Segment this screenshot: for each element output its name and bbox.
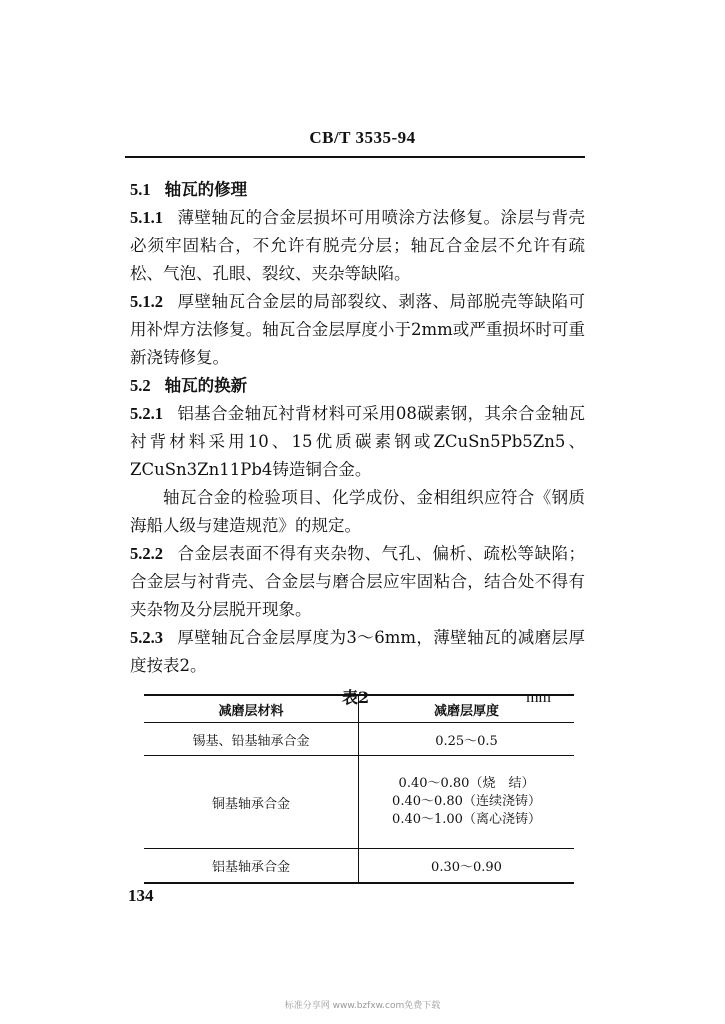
clause-text: 薄壁轴瓦的合金层损坏可用喷涂方法修复。涂层与背壳必须牢固粘合，不允许有脱壳分层；轴瓦合金层不允许有疏松、气泡、孔眼、裂纹、夹杂等缺陷。 (130, 208, 585, 283)
paragraph-text: 轴瓦合金的检验项目、化学成份、金相组织应符合《钢质海船人级与建造规范》的规定。 (130, 488, 585, 535)
clause-text: 厚壁轴瓦合金层的局部裂纹、剥落、局部脱壳等缺陷可用补焊方法修复。轴瓦合金层厚度小于2mm或严重损坏时可重新浇铸修复。 (130, 292, 585, 367)
paragraph-inspection (130, 484, 585, 540)
page-number: 134 (128, 886, 154, 905)
thickness-cell (359, 756, 575, 849)
section-number: 5.2 (130, 376, 151, 395)
table-row (144, 723, 574, 756)
clause-text: 厚壁轴瓦合金层厚度为3～6mm，薄壁轴瓦的减磨层厚度按表2。 (130, 628, 585, 675)
clause-5-1-2 (130, 288, 585, 372)
clause-text: 铝基合金轴瓦衬背材料可采用08碳素钢，其余合金轴瓦衬背材料采用10、15优质碳素钢或ZCuSn5Pb5Zn5、ZCuSn3Zn11Pb4铸造铜合金。 (130, 404, 585, 479)
header-rule (125, 156, 585, 158)
clause-text: 合金层表面不得有夹杂物、气孔、偏析、疏松等缺陷；合金层与衬背壳、合金层与磨合层应牢固粘合，结合处不得有夹杂物及分层脱开现象。 (130, 544, 585, 619)
section-heading-5-2 (130, 372, 585, 400)
thickness-line: 0.40～0.80（连续浇铸） (392, 794, 541, 809)
watermark-footer: 标准分享网 www.bzfxw.com免费下载 (284, 1001, 441, 1011)
section-number: 5.1 (130, 180, 151, 199)
thickness-cell: 0.30～0.90 (359, 849, 575, 884)
header-thickness: 减磨层厚度 (359, 695, 575, 723)
section-title: 轴瓦的修理 (164, 180, 248, 199)
table-unit: mm (526, 689, 551, 706)
clause-number: 5.1.1 (130, 208, 163, 227)
clause-number: 5.2.1 (130, 404, 163, 423)
section-heading-5-1 (130, 176, 585, 204)
table-header-row (144, 695, 574, 723)
clause-5-2-3 (130, 624, 585, 680)
clause-number: 5.2.2 (130, 544, 163, 563)
table-row (144, 756, 574, 849)
clause-5-2-2 (130, 540, 585, 624)
thickness-line: 0.40～1.00（离心浇铸） (392, 812, 541, 827)
clause-5-2-1 (130, 400, 585, 484)
thickness-cell: 0.25～0.5 (359, 723, 575, 756)
clause-5-1-1 (130, 204, 585, 288)
thickness-table (144, 694, 574, 884)
document-body (130, 176, 585, 710)
header-material: 减磨层材料 (144, 695, 359, 723)
material-cell: 铜基轴承合金 (144, 756, 359, 849)
document-header: CB/T 3535-94 (309, 128, 416, 147)
clause-number: 5.1.2 (130, 292, 163, 311)
table-title: 表2 (342, 688, 370, 707)
material-cell: 锡基、铅基轴承合金 (144, 723, 359, 756)
material-cell: 铝基轴承合金 (144, 849, 359, 884)
clause-number: 5.2.3 (130, 628, 163, 647)
table-row (144, 849, 574, 884)
section-title: 轴瓦的换新 (164, 376, 248, 395)
thickness-line: 0.40～0.80（烧 结） (398, 776, 535, 791)
